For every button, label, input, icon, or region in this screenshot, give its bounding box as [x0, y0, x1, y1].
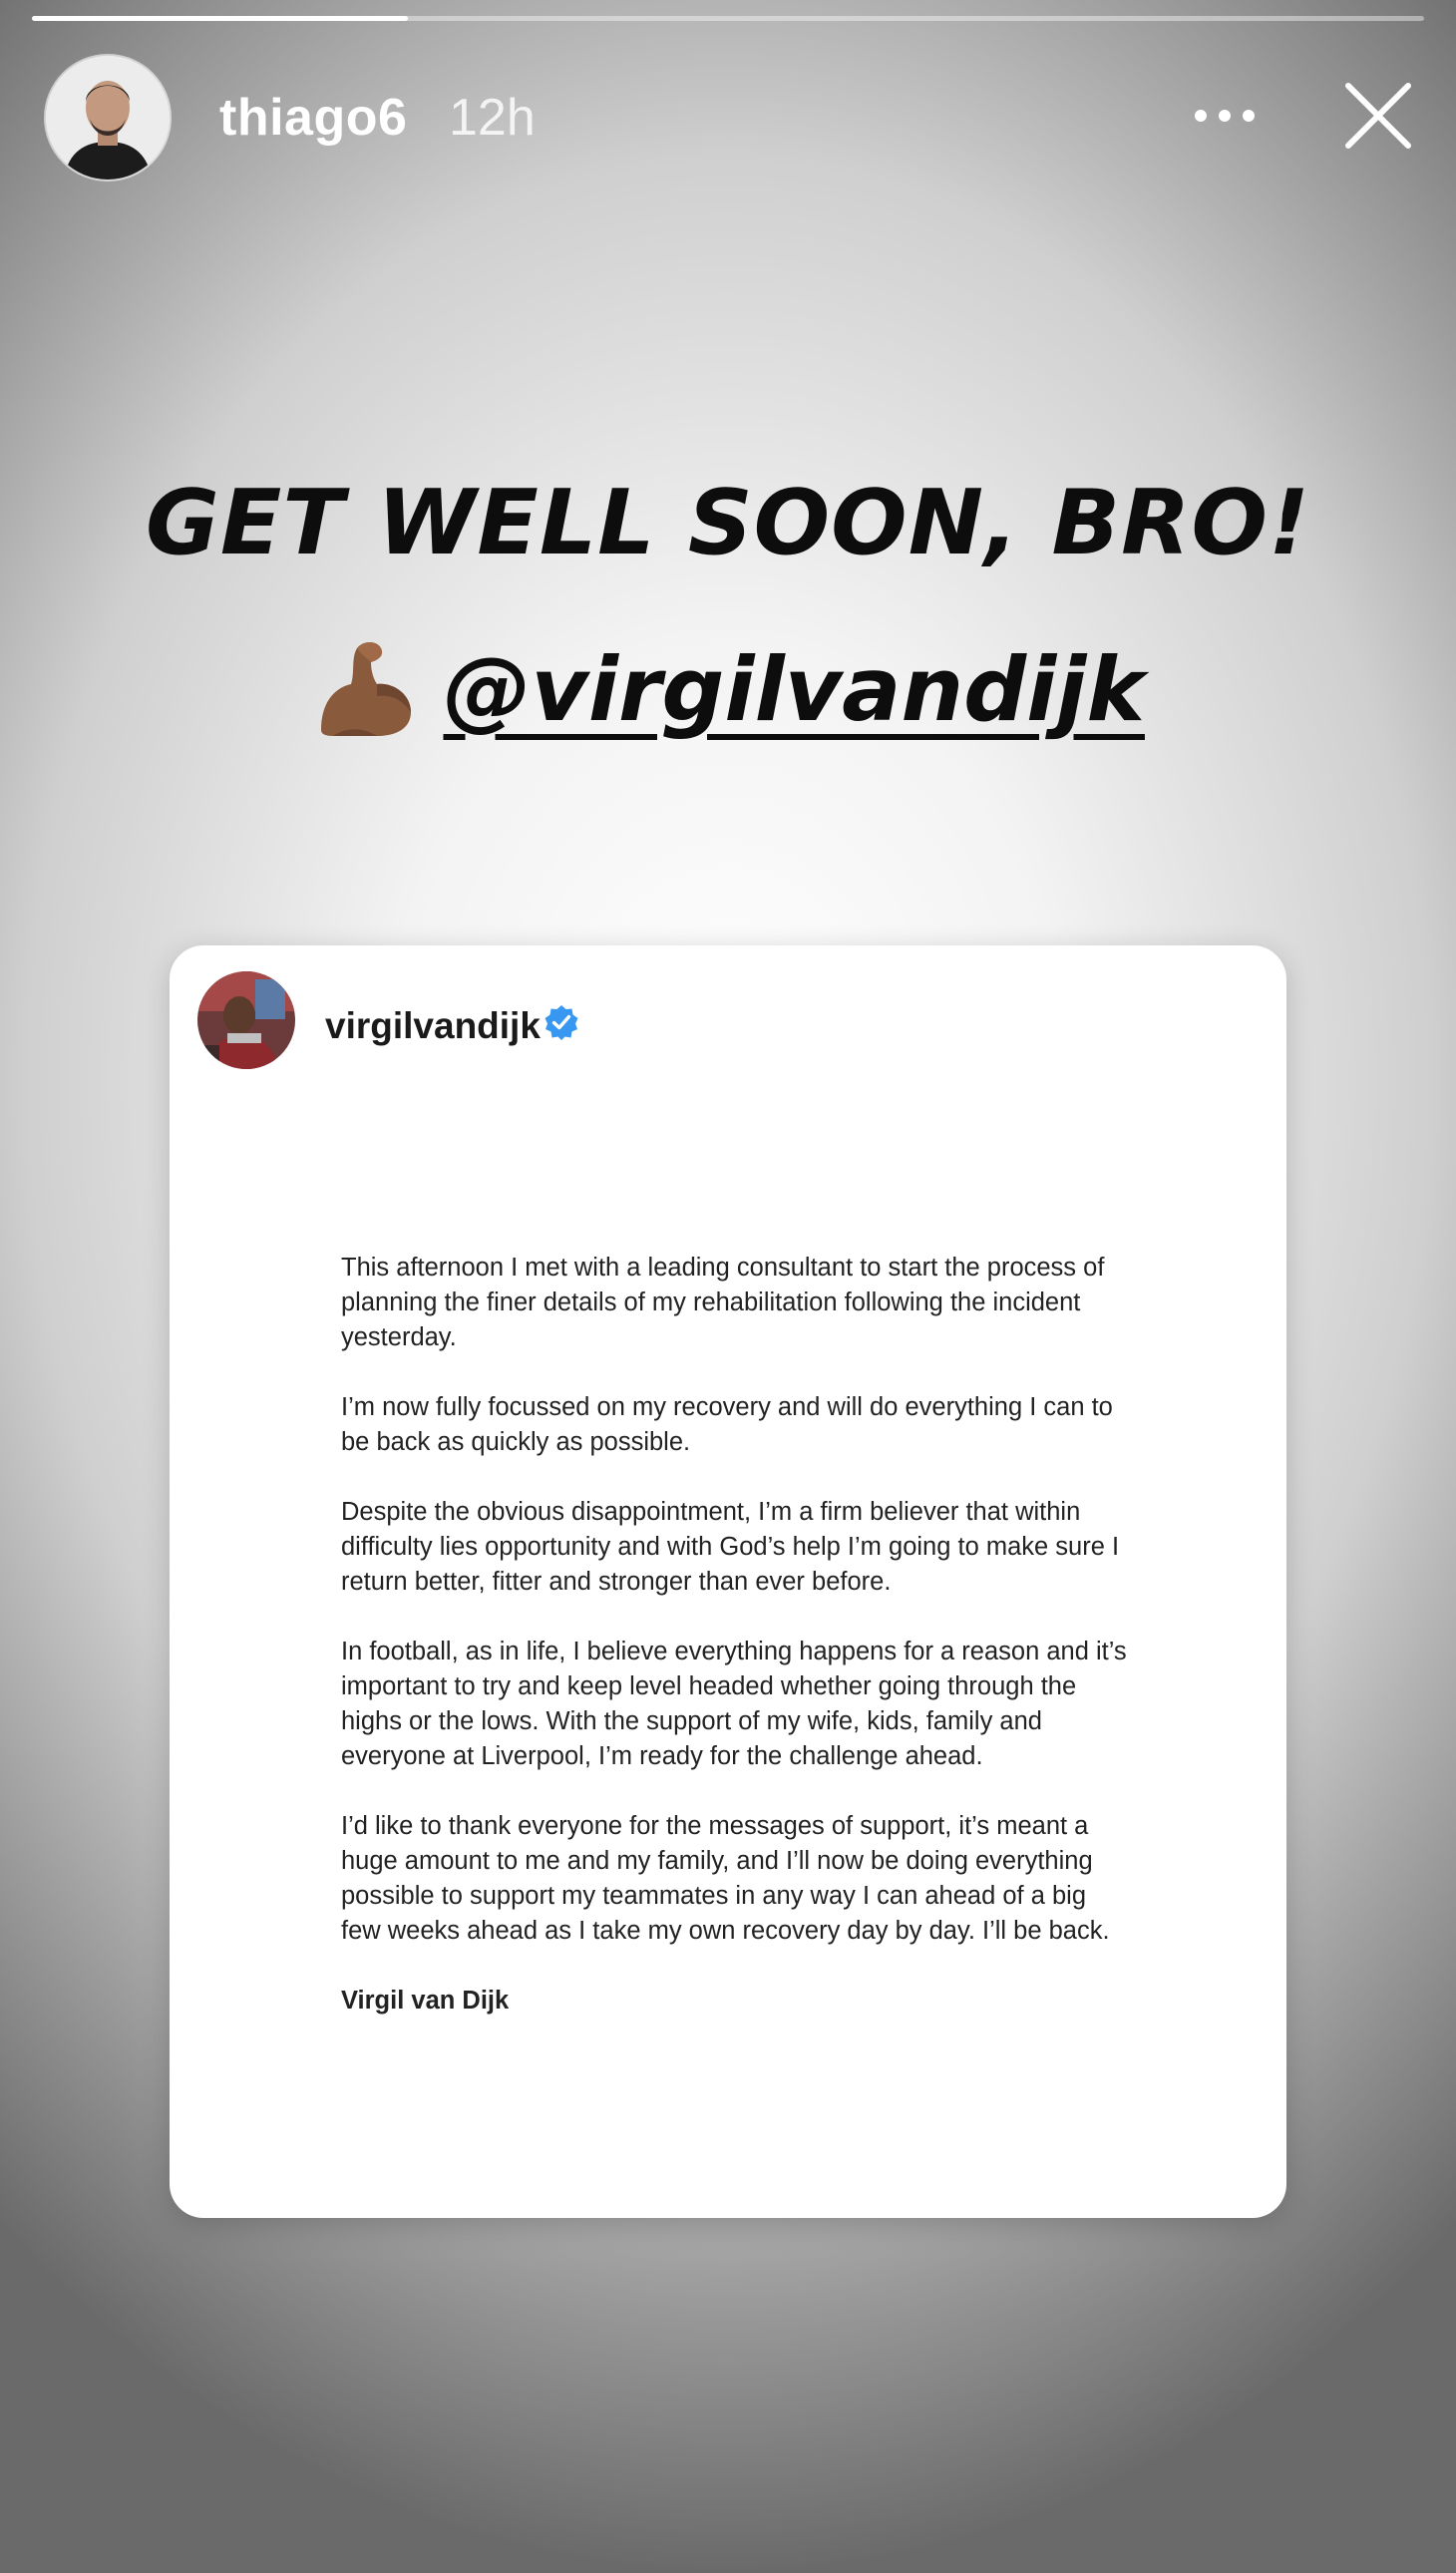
mention-link-virgilvandijk[interactable]: @virgilvandijk [443, 637, 1145, 741]
post-paragraph-1: This afternoon I met with a leading consultant to start the process of planning the finer details of my rehabilitation following the incident yesterday. [341, 1254, 1105, 1351]
post-author-avatar[interactable] [197, 971, 295, 1069]
flexed-biceps-emoji [311, 634, 421, 744]
story-progress-bar [32, 16, 1424, 21]
story-timestamp: 12h [449, 89, 536, 147]
shared-post-card[interactable] [170, 945, 1286, 2218]
post-signature: Virgil van Dijk [341, 1987, 510, 2015]
story-progress-fill [32, 16, 408, 21]
profile-avatar[interactable] [46, 56, 170, 180]
post-caption-body [341, 1251, 1129, 2053]
close-icon[interactable] [1340, 78, 1416, 154]
avatar-portrait-icon [46, 56, 170, 180]
mention-sticker [0, 634, 1456, 754]
post-author-username[interactable]: virgilvandijk [325, 1005, 541, 1046]
story-headline-text: GET WELL SOON, BRO! [146, 471, 1310, 575]
post-paragraph-4: In football, as in life, I believe everything happens for a reason and it’s important to try and keep level headed whether going through the highs or the lows. With the support of my wife, kids, family and everyone at Liverpool, I’m ready for the challenge ahead. [341, 1638, 1127, 1770]
post-paragraph-5: I’d like to thank everyone for the messages of support, it’s meant a huge amount to me and my family, and I’ll now be doing everything possible to support my teammates in any way I can ahead of a big few weeks ahead as I take my own recovery day by day. I’ll be back. [341, 1812, 1110, 1945]
post-paragraph-3: Despite the obvious disappointment, I’m a firm believer that within difficulty lies opportunity and with God’s help I’m going to make sure I return better, fitter and stronger than ever before. [341, 1498, 1120, 1596]
verified-badge-icon [543, 1003, 580, 1041]
story-header [0, 52, 1456, 182]
post-paragraph-2: I’m now fully focussed on my recovery and will do everything I can to be back as quickly as possible. [341, 1393, 1113, 1456]
post-avatar-photo-icon [197, 971, 295, 1069]
story-username[interactable]: thiago6 [219, 89, 408, 147]
more-options-icon[interactable] [1189, 96, 1261, 136]
